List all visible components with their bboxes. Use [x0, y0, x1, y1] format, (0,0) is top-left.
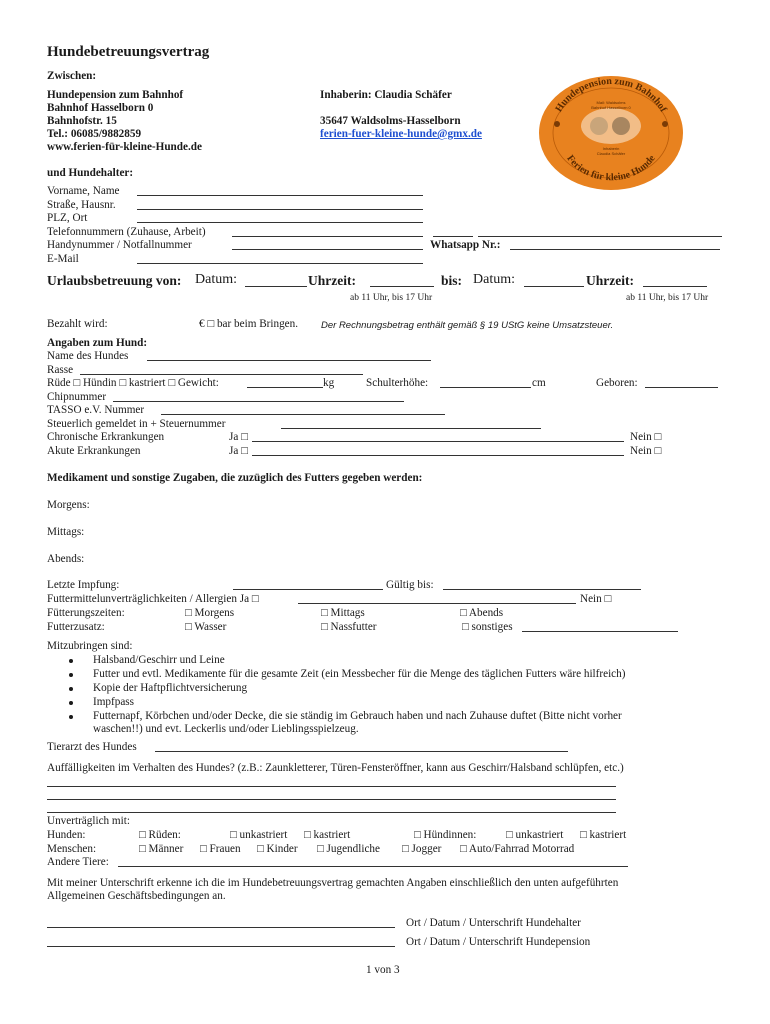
logo-inner-4: Claudia Schäfer: [596, 151, 626, 156]
akut-label: Akute Erkrankungen: [47, 445, 141, 457]
chip-field[interactable]: [113, 401, 404, 402]
zeiten-abends[interactable]: □ Abends: [460, 607, 504, 619]
zusatz-label: Futterzusatz:: [47, 621, 105, 633]
verhalten-label: Auffälligkeiten im Verhalten des Hundes? (z.B.: Zaunkletterer, Türen-Fensteröffner, kann aus Geschirr/Halsband schlüpfen, etc.): [47, 762, 624, 774]
between-label: Zwischen:: [47, 70, 97, 82]
zeiten-mittags[interactable]: □ Mittags: [321, 607, 365, 619]
signature-field-pension[interactable]: [47, 946, 395, 947]
telefon-label: Telefonnummern (Zuhause, Arbeit): [47, 226, 206, 238]
email-field[interactable]: [137, 263, 423, 264]
unvertrag-field[interactable]: [298, 603, 576, 604]
mitbringen-item: Impfpass: [93, 696, 135, 708]
company-city: 35647 Waldsolms-Hasselborn: [320, 115, 461, 127]
vorname-label: Vorname, Name: [47, 185, 120, 197]
logo-inner-1: Mail: Waldsolms: [596, 100, 626, 105]
telefon-field-1[interactable]: [232, 236, 423, 237]
jugend-option[interactable]: □ Jugendliche: [317, 843, 380, 855]
mitbringen-heading: Mitzubringen sind:: [47, 640, 133, 652]
telefon-field-2[interactable]: [433, 236, 473, 237]
handy-field[interactable]: [232, 249, 423, 250]
gueltig-field[interactable]: [443, 589, 641, 590]
unkastriert-option-1[interactable]: □ unkastriert: [230, 829, 288, 841]
zeiten-label: Fütterungszeiten:: [47, 607, 125, 619]
schulter-label: Schulterhöhe:: [366, 377, 429, 389]
uhrzeit-field-2[interactable]: [643, 286, 707, 287]
kg-unit: kg: [323, 377, 335, 389]
akut-nein[interactable]: Nein □: [630, 445, 662, 457]
urlaub-label: Urlaubsbetreuung von:: [47, 273, 182, 288]
signature-label-halter: Ort / Datum / Unterschrift Hundehalter: [406, 917, 581, 929]
holder-heading: und Hundehalter:: [47, 167, 134, 179]
unvertrag-label[interactable]: Futtermittelunverträglichkeiten / Allergien Ja □: [47, 593, 259, 605]
menschen-label: Menschen:: [47, 843, 97, 855]
maenner-option[interactable]: □ Männer: [139, 843, 184, 855]
impfung-label: Letzte Impfung:: [47, 579, 120, 591]
auto-option[interactable]: □ Auto/Fahrrad Motorrad: [460, 843, 575, 855]
tierarzt-field[interactable]: [155, 751, 568, 752]
signature-field-halter[interactable]: [47, 927, 395, 928]
company-email-link[interactable]: ferien-fuer-kleine-hunde@gmx.de: [320, 128, 482, 140]
handy-label: Handynummer / Notfallnummer: [47, 239, 192, 251]
company-owner: Inhaberin: Claudia Schäfer: [320, 89, 452, 101]
steuer-field[interactable]: [281, 428, 541, 429]
email-label: E-Mail: [47, 253, 79, 265]
mitbringen-item: Kopie der Haftpflichtversicherung: [93, 682, 248, 694]
jogger-option[interactable]: □ Jogger: [402, 843, 442, 855]
datum-field-2[interactable]: [524, 286, 584, 287]
payment-label: Bezahlt wird:: [47, 318, 108, 330]
telefon-field-3[interactable]: [478, 236, 722, 237]
akut-field[interactable]: [252, 455, 624, 456]
dogname-field[interactable]: [147, 360, 431, 361]
huendinnen-option[interactable]: □ Hündinnen:: [414, 829, 477, 841]
logo-top-text: Hundepension zum Bahnhof: [553, 75, 669, 115]
rasse-label: Rasse: [47, 364, 74, 376]
signature-label-pension: Ort / Datum / Unterschrift Hundepension: [406, 936, 591, 948]
verhalten-field-1[interactable]: [47, 786, 616, 787]
bullet-icon: [69, 715, 73, 719]
andere-label: Andere Tiere:: [47, 856, 109, 868]
payment-note: Der Rechnungsbetrag enthält gemäß § 19 UStG keine Umsatzsteuer.: [321, 320, 614, 331]
gueltig-label: Gültig bis:: [386, 579, 434, 591]
rasse-field[interactable]: [80, 374, 363, 375]
page-number: 1 von 3: [366, 964, 400, 976]
strasse-label: Straße, Hausnr.: [47, 199, 116, 211]
tasso-field[interactable]: [161, 414, 445, 415]
zeiten-morgens[interactable]: □ Morgens: [185, 607, 235, 619]
uhrzeit-label-2: Uhrzeit:: [586, 273, 634, 288]
steuer-label: Steuerlich gemeldet in + Steuernummer: [47, 418, 226, 430]
kastriert-option-2[interactable]: □ kastriert: [580, 829, 627, 841]
chronisch-field[interactable]: [252, 441, 624, 442]
chronisch-ja[interactable]: Ja □: [229, 431, 248, 443]
bullet-icon: [69, 659, 73, 663]
plz-field[interactable]: [137, 222, 423, 223]
andere-field[interactable]: [118, 866, 628, 867]
unkastriert-option-2[interactable]: □ unkastriert: [506, 829, 564, 841]
kinder-option[interactable]: □ Kinder: [257, 843, 298, 855]
zusatz-nass[interactable]: □ Nassfutter: [321, 621, 377, 633]
dogname-label: Name des Hundes: [47, 350, 129, 362]
chronisch-nein[interactable]: Nein □: [630, 431, 662, 443]
payment-option[interactable]: € □ bar beim Bringen.: [199, 318, 299, 330]
zusatz-sonstiges[interactable]: □ sonstiges: [462, 621, 513, 633]
rueden-option[interactable]: □ Rüden:: [139, 829, 181, 841]
company-name: Hundepension zum Bahnhof: [47, 89, 184, 101]
sonstiges-field[interactable]: [522, 631, 678, 632]
verhalten-field-3[interactable]: [47, 812, 616, 813]
uhrzeit-field-1[interactable]: [370, 286, 434, 287]
hunden-label: Hunden:: [47, 829, 86, 841]
bullet-icon: [69, 701, 73, 705]
page-title: Hundebetreuungsvertrag: [47, 44, 210, 60]
mitbringen-item-cont: waschen!!) und evt. Leckerlis und/oder Lieblingsspielzeug.: [93, 723, 359, 735]
logo-inner-2: Bahnhof Hasselborn 0: [591, 105, 631, 110]
datum-field-1[interactable]: [245, 286, 307, 287]
logo-inner-3: Inhaberin: [602, 146, 620, 151]
datum-label-1: Datum:: [195, 272, 237, 287]
vorname-field[interactable]: [137, 195, 423, 196]
bullet-icon: [69, 687, 73, 691]
morgens-label: Morgens:: [47, 499, 90, 511]
logo-bottom-text: Ferien für kleine Hunde: [564, 153, 658, 184]
uhrzeit-label-1: Uhrzeit:: [308, 273, 356, 288]
tasso-label: TASSO e.V. Nummer: [47, 404, 145, 416]
akut-ja[interactable]: Ja □: [229, 445, 248, 457]
mitbringen-item: Futter und evtl. Medikamente für die gesamte Zeit (ein Messbecher für die Menge des täglichen Futters wäre hilfreich): [93, 668, 626, 680]
impfung-field[interactable]: [233, 589, 383, 590]
company-line2: Bahnhof Hasselborn 0: [47, 102, 154, 114]
datum-label-2: Datum:: [473, 272, 515, 287]
geboren-label: Geboren:: [596, 377, 638, 389]
tierarzt-label: Tierarzt des Hundes: [47, 741, 137, 753]
gewicht-field[interactable]: [247, 387, 323, 388]
mitbringen-item: Futternapf, Körbchen und/oder Decke, die sie ständig im Gebrauch haben und nach Zuhause duftet (Bitte nicht vorher: [93, 710, 622, 722]
medikament-heading: Medikament und sonstige Zugaben, die zuzüglich des Futters gegeben werden:: [47, 472, 423, 484]
company-tel: Tel.: 06085/9882859: [47, 128, 142, 140]
chronisch-label: Chronische Erkrankungen: [47, 431, 165, 443]
hundepension-logo: [537, 74, 685, 192]
chip-label: Chipnummer: [47, 391, 107, 403]
company-web[interactable]: www.ferien-für-kleine-Hunde.de: [47, 141, 202, 153]
agreement-line-1: Mit meiner Unterschrift erkenne ich die im Hundebetreuungsvertrag gemachten Angaben einschließlich den unten aufgeführten: [47, 877, 619, 889]
cm-unit: cm: [532, 377, 546, 389]
geboren-field[interactable]: [645, 387, 718, 388]
frauen-option[interactable]: □ Frauen: [200, 843, 241, 855]
kastriert-option-1[interactable]: □ kastriert: [304, 829, 351, 841]
verhalten-field-2[interactable]: [47, 799, 616, 800]
zusatz-wasser[interactable]: □ Wasser: [185, 621, 227, 633]
dog-heading: Angaben zum Hund:: [47, 337, 148, 349]
strasse-field[interactable]: [137, 209, 423, 210]
mitbringen-item: Halsband/Geschirr und Leine: [93, 654, 225, 666]
plz-label: PLZ, Ort: [47, 212, 88, 224]
company-street: Bahnhofstr. 15: [47, 115, 117, 127]
bullet-icon: [69, 673, 73, 677]
schulter-field[interactable]: [440, 387, 531, 388]
agreement-line-2: Allgemeinen Geschäftsbedingungen an.: [47, 890, 226, 902]
whatsapp-field[interactable]: [510, 249, 720, 250]
bis-label: bis:: [441, 273, 463, 288]
hint-2: ab 11 Uhr, bis 17 Uhr: [626, 293, 709, 303]
whatsapp-label: Whatsapp Nr.:: [430, 239, 501, 251]
unvertrag-nein[interactable]: Nein □: [580, 593, 612, 605]
hint-1: ab 11 Uhr, bis 17 Uhr: [350, 293, 433, 303]
abends-label: Abends:: [47, 553, 85, 565]
ruede-options[interactable]: Rüde □ Hündin □ kastriert □ Gewicht:: [47, 377, 219, 389]
unvertraeglich-heading: Unverträglich mit:: [47, 815, 130, 827]
mittags-label: Mittags:: [47, 526, 85, 538]
